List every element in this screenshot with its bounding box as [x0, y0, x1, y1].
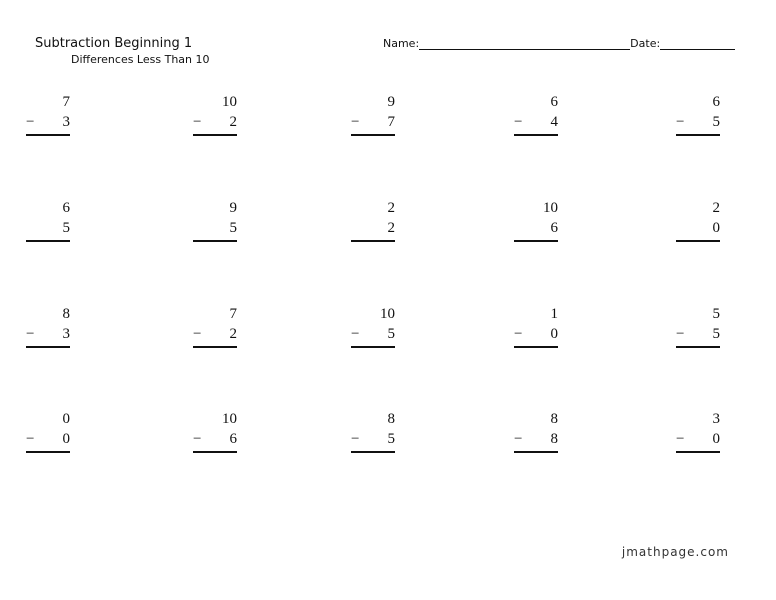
minuend: 10: [222, 411, 237, 427]
minus-sign: −: [351, 326, 360, 342]
subtrahend: 7: [387, 114, 395, 130]
subtrahend-line: [351, 112, 395, 136]
subtrahend: 0: [712, 220, 720, 236]
subtrahend-line: [676, 218, 720, 242]
subtraction-problem: [193, 198, 237, 242]
worksheet-title: Subtraction Beginning 1: [35, 36, 193, 51]
subtrahend-line: [193, 324, 237, 348]
subtraction-problem: [514, 409, 558, 453]
minuend: 8: [550, 411, 558, 427]
subtraction-problem: [193, 409, 237, 453]
date-label: Date:: [630, 37, 661, 50]
subtrahend: 5: [62, 220, 70, 236]
subtrahend-line: [676, 324, 720, 348]
minus-sign: −: [514, 431, 523, 447]
subtraction-problem: [676, 92, 720, 136]
minus-sign: −: [193, 114, 202, 130]
subtraction-problem: [514, 198, 558, 242]
subtrahend-line: [676, 429, 720, 453]
minus-sign: −: [514, 114, 523, 130]
subtrahend: 0: [62, 431, 70, 447]
subtraction-problem: [676, 198, 720, 242]
minuend: 0: [62, 411, 70, 427]
subtrahend: 5: [229, 220, 237, 236]
subtrahend: 5: [387, 326, 395, 342]
footer-site: jmathpage.com: [621, 545, 729, 559]
subtraction-problem: [26, 304, 70, 348]
subtrahend-line: [514, 218, 558, 242]
minuend: 7: [229, 306, 237, 322]
minus-sign: −: [193, 431, 202, 447]
minuend: 2: [387, 200, 395, 216]
minuend: 8: [387, 411, 395, 427]
subtrahend: 4: [550, 114, 558, 130]
subtrahend: 5: [712, 326, 720, 342]
subtrahend: 3: [62, 114, 70, 130]
subtrahend-line: [514, 112, 558, 136]
subtrahend: 8: [550, 431, 558, 447]
subtrahend-line: [26, 112, 70, 136]
minus-sign: −: [514, 326, 523, 342]
minuend: 1: [550, 306, 558, 322]
subtraction-problem: [26, 198, 70, 242]
subtrahend: 0: [550, 326, 558, 342]
subtraction-problem: [193, 304, 237, 348]
minuend: 2: [712, 200, 720, 216]
minus-sign: −: [351, 431, 360, 447]
minus-sign: −: [351, 114, 360, 130]
minuend: 6: [712, 94, 720, 110]
minus-sign: −: [676, 431, 685, 447]
subtrahend: 3: [62, 326, 70, 342]
minuend: 9: [387, 94, 395, 110]
minuend: 10: [543, 200, 558, 216]
name-date-line: [383, 37, 735, 50]
minuend: 10: [222, 94, 237, 110]
subtraction-problem: [676, 304, 720, 348]
minus-sign: −: [26, 114, 35, 130]
minus-sign: −: [26, 431, 35, 447]
subtraction-problem: [351, 92, 395, 136]
subtraction-problem: [514, 92, 558, 136]
minuend: 10: [380, 306, 395, 322]
subtrahend: 0: [712, 431, 720, 447]
subtraction-problem: [351, 304, 395, 348]
name-label: Name:: [383, 37, 420, 50]
minuend: 8: [62, 306, 70, 322]
subtrahend-line: [26, 218, 70, 242]
subtrahend-line: [193, 218, 237, 242]
subtrahend: 5: [712, 114, 720, 130]
subtrahend: 6: [550, 220, 558, 236]
subtrahend: 2: [229, 114, 237, 130]
minuend: 6: [550, 94, 558, 110]
subtraction-problem: [676, 409, 720, 453]
subtraction-problem: [351, 409, 395, 453]
minus-sign: −: [193, 326, 202, 342]
subtrahend-line: [351, 324, 395, 348]
minus-sign: −: [676, 326, 685, 342]
worksheet-subtitle: Differences Less Than 10: [71, 53, 210, 66]
subtrahend-line: [351, 429, 395, 453]
subtrahend-line: [26, 324, 70, 348]
minus-sign: −: [676, 114, 685, 130]
minuend: 5: [712, 306, 720, 322]
minuend: 9: [229, 200, 237, 216]
minuend: 3: [712, 411, 720, 427]
subtraction-problem: [193, 92, 237, 136]
minuend: 6: [62, 200, 70, 216]
name-blank: [419, 38, 630, 50]
subtrahend-line: [351, 218, 395, 242]
subtrahend: 2: [229, 326, 237, 342]
subtrahend-line: [193, 112, 237, 136]
subtraction-problem: [26, 92, 70, 136]
minus-sign: −: [26, 326, 35, 342]
subtrahend-line: [514, 429, 558, 453]
subtraction-problem: [351, 198, 395, 242]
subtrahend: 5: [387, 431, 395, 447]
subtrahend-line: [26, 429, 70, 453]
subtrahend-line: [676, 112, 720, 136]
subtrahend-line: [193, 429, 237, 453]
subtrahend: 2: [387, 220, 395, 236]
subtraction-problem: [514, 304, 558, 348]
subtrahend: 6: [229, 431, 237, 447]
date-blank: [660, 38, 735, 50]
subtrahend-line: [514, 324, 558, 348]
subtraction-problem: [26, 409, 70, 453]
minuend: 7: [62, 94, 70, 110]
